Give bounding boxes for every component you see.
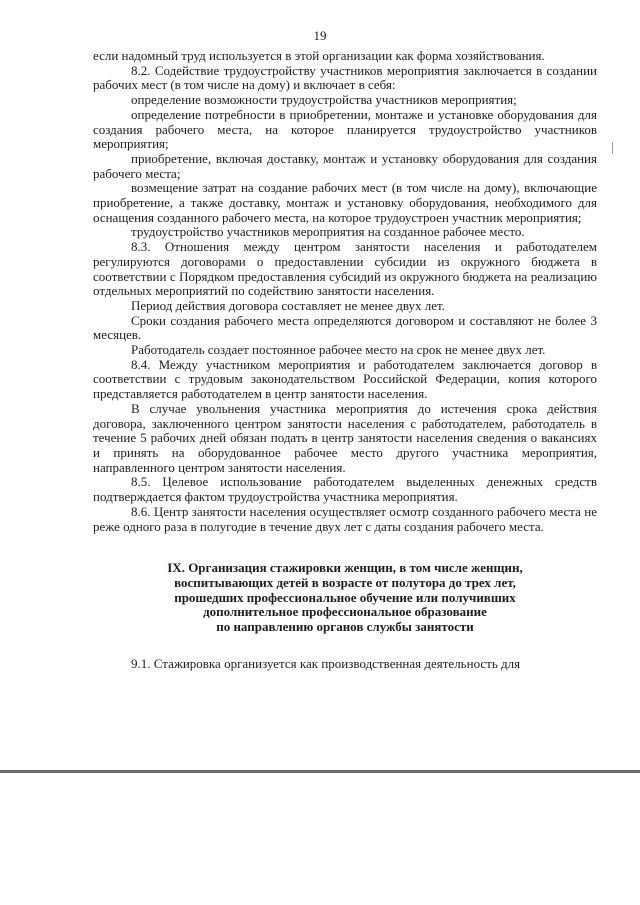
page-bottom-edge — [0, 770, 640, 773]
section-heading — [93, 561, 597, 635]
heading-line: воспитывающих детей в возрасте от полутора до трех лет, — [174, 574, 516, 590]
heading-line: IX. Организация стажировки женщин, в том числе женщин, — [167, 560, 523, 576]
list-item: определение потребности в приобретении, монтаже и установке оборудования для создания рабочего места, на которое планируется трудоустройство участников мероприятия; — [93, 106, 597, 152]
paragraph: В случае увольнения участника мероприятия до истечения срока действия договора, заключенного центром занятости населения с работодателем, работодатель в течение 5 рабочих дней обязан подать в центр занятости населения сведения о вакансиях и принять на оборудованное рабочее место другого участника мероприятия, направленного центром занятости населения. — [93, 400, 597, 475]
list-item: приобретение, включая доставку, монтаж и установку оборудования для создания рабочего места; — [93, 150, 597, 181]
paragraph-continuation: если надомный труд используется в этой организации как форма хозяйствования. — [93, 48, 545, 63]
document-body — [93, 49, 597, 671]
page-number: 19 — [313, 28, 327, 43]
heading-line: дополнительное профессиональное образование — [203, 604, 487, 620]
paragraph-8-6: 8.6. Центр занятости населения осуществляет осмотр созданного рабочего места не реже одного раза в полугодие в течение двух лет с даты создания рабочего места. — [93, 503, 597, 534]
paragraph-8-3: 8.3. Отношения между центром занятости населения и работодателем регулируются договорами о предоставлении субсидии из окружного бюджета в соответствии с Порядком предоставления субсидий из окружного бюджета на реализацию отдельных мероприятий по содействию занятости населения. — [93, 239, 597, 299]
list-item: возмещение затрат на создание рабочих мест (в том числе на дому), включающие приобретение, а также доставку, монтаж и установку оборудования, необходимого для оснащения созданного рабочего места, на которое трудоустроен участник мероприятия; — [93, 180, 597, 225]
paragraph: Работодатель создает постоянное рабочее место на срок не менее двух лет. — [131, 342, 546, 358]
list-item: трудоустройство участников мероприятия на созданное рабочее место. — [131, 224, 525, 240]
heading-line: по направлению органов службы занятости — [216, 619, 474, 635]
paragraph-8-5: 8.5. Целевое использование работодателем выделенных денежных средств подтверждается фактом трудоустройства участника мероприятия. — [93, 474, 597, 505]
heading-line: прошедших профессиональное обучение или получивших — [174, 589, 516, 605]
scan-mark — [612, 142, 613, 154]
paragraph-9-1: 9.1. Стажировка организуется как производственная деятельность для — [131, 655, 521, 671]
paragraph-8-2: 8.2. Содействие трудоустройству участников мероприятия заключается в создании рабочих мест (в том числе на дому) и включает в себя: — [93, 62, 597, 93]
list-item: определение возможности трудоустройства участников мероприятия; — [131, 92, 517, 108]
paragraph-8-4: 8.4. Между участником мероприятия и работодателем заключается договор в соответствии с трудовым законодательством Российской Федерации, копия которого представляется работодателем в центр занятости населения. — [93, 356, 597, 402]
paragraph: Период действия договора составляет не менее двух лет. — [131, 297, 446, 313]
paragraph: Сроки создания рабочего места определяются договором и составляют не более 3 месяцев. — [93, 312, 597, 343]
